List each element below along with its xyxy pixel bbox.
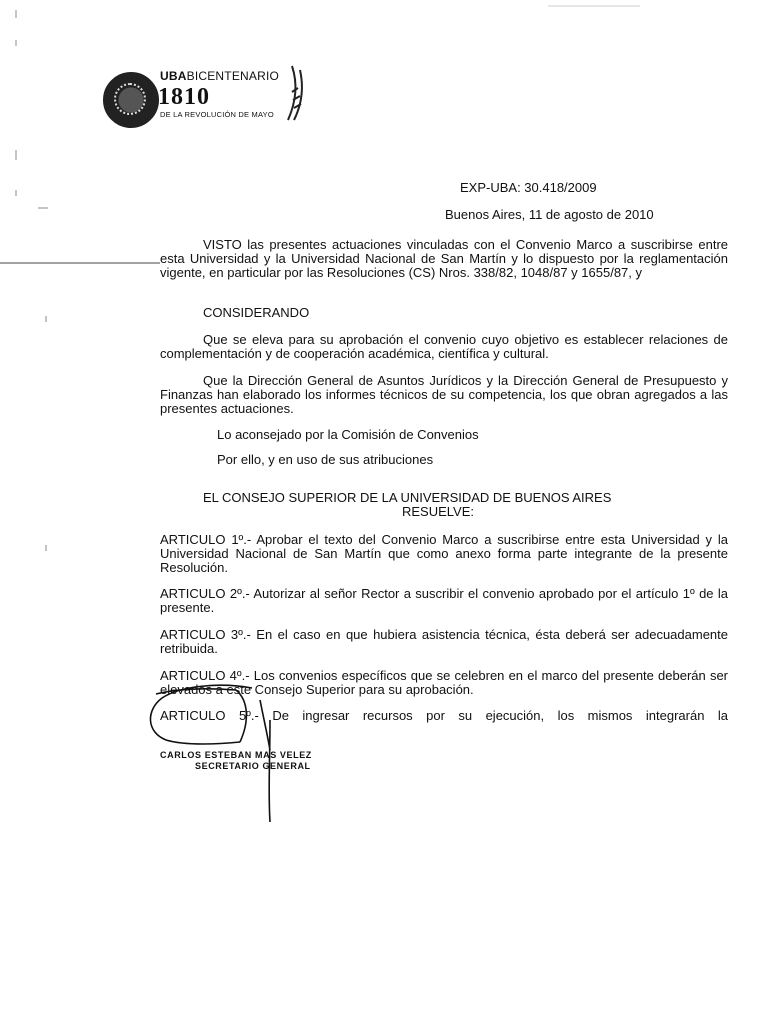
article-2: ARTICULO 2º.- Autorizar al señor Rector a suscribir el convenio aprobado por el artículo 1º de la presente. — [160, 586, 728, 615]
article-4: ARTICULO 4º.- Los convenios específicos que se celebren en el marco del presente deberán ser elevados a este Consejo Superior para su aprobación. — [160, 668, 728, 697]
considerando-paragraph-4: Por ello, y en uso de sus atribuciones — [217, 452, 434, 467]
logo-year: 1810 — [158, 84, 210, 110]
place-date: Buenos Aires, 11 de agosto de 2010 — [445, 207, 654, 222]
article-5: ARTICULO 5º.- De ingresar recursos por su ejecución, los mismos integrarán la — [160, 708, 728, 723]
resuelve-heading: RESUELVE: — [402, 504, 475, 519]
considerando-heading: CONSIDERANDO — [203, 305, 310, 320]
university-seal-icon — [103, 72, 159, 128]
article-3: ARTICULO 3º.- En el caso en que hubiera asistencia técnica, ésta deberá ser adecuadamente retribuida. — [160, 627, 728, 656]
logo-subtitle: DE LA REVOLUCIÓN DE MAYO — [160, 110, 274, 119]
logo-brand-bold: UBA — [160, 69, 187, 83]
handwritten-signature — [140, 660, 300, 830]
signatory-name: CARLOS ESTEBAN MAS VELEZ — [160, 750, 312, 760]
considerando-paragraph-2: Que la Dirección General de Asuntos Jurídicos y la Dirección General de Presupuesto y Finanzas han elaborado los informes técnicos de su competencia, los que obran agregados a las presentes actuaciones. — [160, 373, 728, 416]
logo-brand — [160, 69, 279, 83]
logo-brand-rest: BICENTENARIO — [186, 69, 280, 83]
signatory-role: SECRETARIO GENERAL — [195, 761, 311, 771]
visto-paragraph: VISTO las presentes actuaciones vinculadas con el Convenio Marco a suscribirse entre esta Universidad y la Universidad Nacional de San Martín y lo dispuesto por la reglamentación vigente, en particular por las Resoluciones (CS) Nros. 338/82, 1048/87 y 1655/87, y — [160, 237, 728, 280]
expediente-number: EXP-UBA: 30.418/2009 — [460, 180, 597, 195]
council-heading: EL CONSEJO SUPERIOR DE LA UNIVERSIDAD DE BUENOS AIRES — [203, 490, 612, 505]
considerando-paragraph-1: Que se eleva para su aprobación el convenio cuyo objetivo es establecer relaciones de complementación y de cooperación académica, científica y cultural. — [160, 332, 728, 361]
wheat-icon — [282, 62, 306, 122]
article-1: ARTICULO 1º.- Aprobar el texto del Convenio Marco a suscribirse entre esta Universidad y la Universidad Nacional de San Martín que como anexo forma parte integrante de la presente Resolución. — [160, 532, 728, 575]
considerando-paragraph-3: Lo aconsejado por la Comisión de Convenios — [217, 427, 479, 442]
